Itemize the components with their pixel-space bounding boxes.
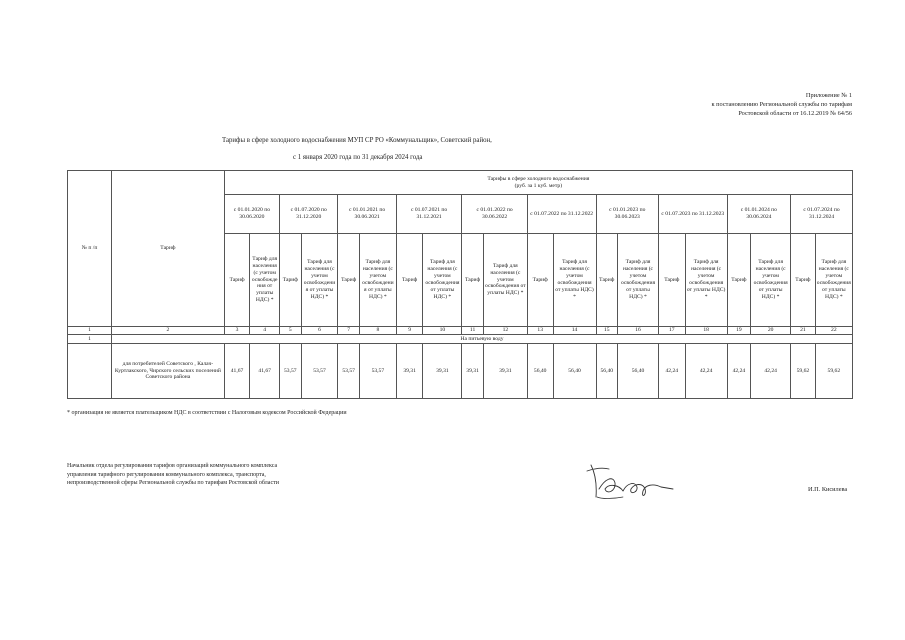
subheader-cell: Тариф для населения (с учетом освобождения от уплаты НДС) * <box>359 234 396 327</box>
signer-name: И.П. Кисилева <box>808 486 848 493</box>
tariff-value: 41,67 <box>224 344 250 399</box>
column-number-row <box>68 327 853 335</box>
period-header: с 01.01.2021 по 30.06.2021 <box>338 195 396 234</box>
subheader-cell: Тариф для населения (с учетом освобождения от уплаты НДС) * <box>751 234 791 327</box>
signature-image <box>583 461 675 503</box>
signer-position <box>67 462 279 488</box>
tariff-value: 53,57 <box>301 344 338 399</box>
tariff-value: 39,31 <box>483 344 527 399</box>
subheader-cell: Тариф <box>527 234 553 327</box>
subheader-cell: Тариф <box>462 234 484 327</box>
column-number: 9 <box>396 327 423 335</box>
subheader-cell: Тариф <box>280 234 302 327</box>
period-header: с 01.07.2023 по 31.12.2023 <box>658 195 727 234</box>
document-period: с 1 января 2020 года по 31 декабря 2024 года <box>293 154 423 161</box>
period-header: с 01.07.2021 по 31.12.2021 <box>396 195 462 234</box>
tariff-value: 39,31 <box>462 344 484 399</box>
group-header-line-1: Тарифы в сфере холодного водоснабжения <box>487 175 590 182</box>
column-number: 2 <box>112 327 225 335</box>
period-header: с 01.07.2024 по 31.12.2024 <box>791 195 853 234</box>
column-number: 20 <box>751 327 791 335</box>
data-row-num <box>68 344 112 399</box>
signer-line-2: управления тарифного регулирования коммунального комплекса, транспорта, <box>67 471 266 478</box>
subheader-cell: Тариф <box>727 234 751 327</box>
appendix-line-3: Ростовской области от 16.12.2019 № 64/56 <box>738 110 852 118</box>
appendix-line-1: Приложение № 1 <box>805 92 852 99</box>
column-number: 19 <box>727 327 751 335</box>
column-number: 12 <box>483 327 527 335</box>
appendix-note <box>712 91 852 119</box>
tariff-value: 59,62 <box>791 344 816 399</box>
subheader-cell: Тариф для населения (с учетом освобождения от уплаты НДС) * <box>815 234 852 327</box>
subheader-cell: Тариф <box>596 234 618 327</box>
tariff-value: 42,24 <box>727 344 751 399</box>
column-number: 4 <box>250 327 280 335</box>
tariff-value: 42,24 <box>685 344 727 399</box>
column-number: 22 <box>815 327 852 335</box>
period-header: с 01.07.2022 по 31.12.2022 <box>527 195 596 234</box>
column-number: 6 <box>301 327 338 335</box>
subheader-cell: Тариф <box>396 234 423 327</box>
period-header: с 01.01.2020 по 30.06.2020 <box>224 195 279 234</box>
column-number: 14 <box>553 327 596 335</box>
signer-line-3: непроизводственной сферы Региональной службы по тарифам Ростовской области <box>67 480 279 487</box>
tariff-value: 53,57 <box>280 344 302 399</box>
period-header: с 01.01.2022 по 30.06.2022 <box>462 195 528 234</box>
column-number: 18 <box>685 327 727 335</box>
tariff-value: 56,40 <box>618 344 659 399</box>
data-row <box>68 344 853 399</box>
appendix-line-2: к постановлению Региональной службы по тарифам <box>711 101 852 109</box>
tariff-value: 53,57 <box>338 344 360 399</box>
subheader-cell: Тариф <box>338 234 360 327</box>
subheader-cell: Тариф для населения (с учетом освобождения от уплаты НДС) * <box>685 234 727 327</box>
data-row-label: для потребителей Советского , Калач- Куртлакского, Чирского сельских поселений Советского района <box>112 344 225 399</box>
tariff-value: 56,40 <box>527 344 553 399</box>
tariff-value: 39,31 <box>396 344 423 399</box>
tariff-value: 42,24 <box>658 344 685 399</box>
column-number: 13 <box>527 327 553 335</box>
subheader-cell: Тариф для населения (с учетом освобождения от уплаты НДС) * <box>250 234 280 327</box>
column-number: 11 <box>462 327 484 335</box>
subheader-cell: Тариф для населения (с учетом освобождения от уплаты НДС) * <box>553 234 596 327</box>
tariff-value: 56,40 <box>596 344 618 399</box>
group-header-line-2: (руб. за 1 куб. метр) <box>514 182 563 189</box>
subheader-cell: Тариф <box>791 234 816 327</box>
subheader-cell: Тариф для населения (с учетом освобождения от уплаты НДС) * <box>301 234 338 327</box>
tariff-value: 56,40 <box>553 344 596 399</box>
tariff-value: 53,57 <box>359 344 396 399</box>
header-num: № п /п <box>68 171 112 327</box>
footnote: * организация не является плательщиком НДС в соответствии с Налоговым кодексом Российской Федерации <box>67 410 347 416</box>
column-number: 5 <box>280 327 302 335</box>
signer-line-1: Начальник отдела регулирования тарифов организаций коммунального комплекса <box>67 463 278 469</box>
tariff-table <box>67 170 853 399</box>
tariff-value: 41,67 <box>250 344 280 399</box>
column-number: 7 <box>338 327 360 335</box>
column-number: 16 <box>618 327 659 335</box>
document-title: Тарифы в сфере холодного водоснабжения МУП СР РО «Коммунальщик», Советский район, <box>222 137 492 144</box>
tariff-value: 59,62 <box>815 344 852 399</box>
section-label: На питьевую воду <box>112 335 853 344</box>
column-number: 8 <box>359 327 396 335</box>
section-row <box>68 335 853 344</box>
tariff-value: 39,31 <box>423 344 462 399</box>
column-number: 3 <box>224 327 250 335</box>
section-num: 1 <box>68 335 112 344</box>
column-number: 1 <box>68 327 112 335</box>
period-header: с 01.01.2023 по 30.06.2023 <box>596 195 658 234</box>
column-number: 17 <box>658 327 685 335</box>
column-number: 21 <box>791 327 816 335</box>
period-header: с 01.07.2020 по 31.12.2020 <box>280 195 338 234</box>
subheader-cell: Тариф для населения (с учетом освобождения от уплаты НДС) * <box>618 234 659 327</box>
subheader-cell: Тариф для населения (с учетом освобождения от уплаты НДС) * <box>423 234 462 327</box>
column-number: 15 <box>596 327 618 335</box>
column-number: 10 <box>423 327 462 335</box>
tariff-value: 42,24 <box>751 344 791 399</box>
subheader-cell: Тариф для населения (с учетом освобождения от уплаты НДС) * <box>483 234 527 327</box>
subheader-cell: Тариф <box>224 234 250 327</box>
subheader-cell: Тариф <box>658 234 685 327</box>
period-header: с 01.01.2024 по 30.06.2024 <box>727 195 791 234</box>
group-header <box>224 171 852 195</box>
header-tariff: Тариф <box>112 171 225 327</box>
